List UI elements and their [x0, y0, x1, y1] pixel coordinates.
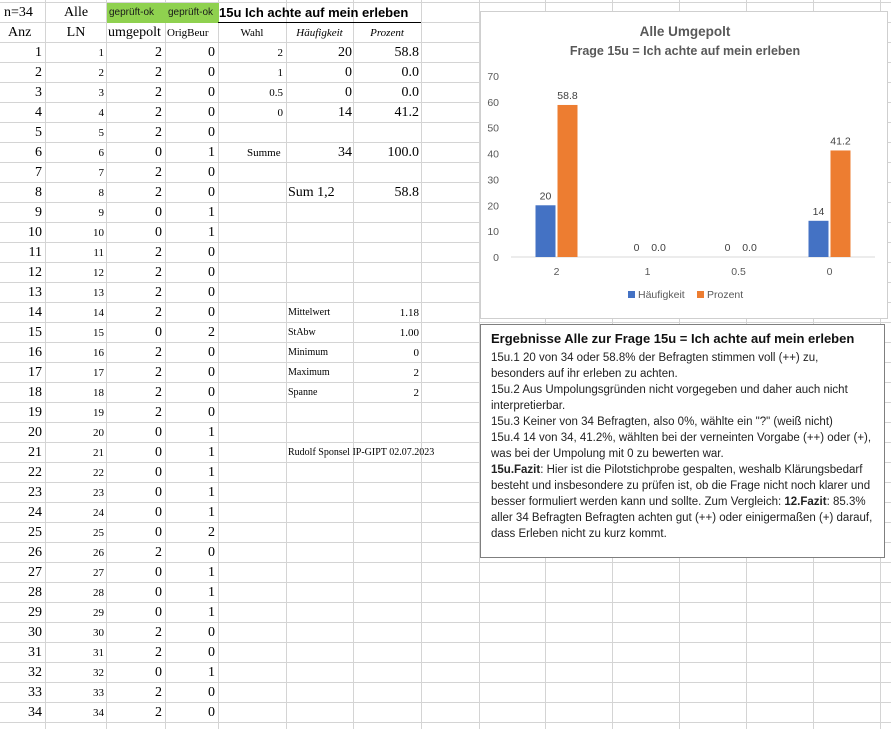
cell-ln[interactable]: 11: [93, 247, 104, 259]
freq-haufigkeit[interactable]: 14: [338, 105, 352, 120]
cell-origbeur[interactable]: 1: [208, 605, 215, 620]
cell-ln[interactable]: 25: [93, 527, 104, 539]
cell-ln[interactable]: 22: [93, 467, 104, 479]
data-label: 20: [539, 190, 552, 203]
cell-ln[interactable]: 19: [93, 407, 104, 419]
cell-umgepolt[interactable]: 2: [155, 185, 162, 200]
cell-umgepolt[interactable]: 2: [155, 265, 162, 280]
cell-umgepolt[interactable]: 0: [155, 585, 162, 600]
legend-label-prozent: Prozent: [707, 289, 744, 301]
cell-ln[interactable]: 8: [98, 187, 104, 199]
cell-ln[interactable]: 14: [93, 307, 104, 319]
cell-anz[interactable]: 20: [28, 425, 42, 440]
cell-umgepolt[interactable]: 2: [155, 345, 162, 360]
cell-anz[interactable]: 23: [28, 485, 42, 500]
summe-prozent[interactable]: 100.0: [387, 145, 419, 160]
cell-umgepolt[interactable]: 0: [155, 525, 162, 540]
cell-umgepolt[interactable]: 2: [155, 165, 162, 180]
cell-umgepolt[interactable]: 0: [155, 145, 162, 160]
freq-haufigkeit[interactable]: 0: [345, 65, 352, 80]
cell-origbeur[interactable]: 0: [208, 345, 215, 360]
cell-umgepolt[interactable]: 2: [155, 685, 162, 700]
results-fazit-label: 15u.Fazit: [491, 464, 541, 476]
cell-ln[interactable]: 7: [98, 167, 104, 179]
col-header-wahl[interactable]: Wahl: [240, 27, 264, 39]
legend-swatch-prozent: [697, 291, 704, 298]
y-tick-label: 0: [493, 252, 499, 264]
cell-umgepolt[interactable]: 2: [155, 285, 162, 300]
results-p3: 15u.3 Keiner von 34 Befragten, also 0%, wählte ein "?" (weiß nicht): [491, 416, 833, 428]
freq-wahl[interactable]: 2: [277, 47, 283, 59]
cell-ln[interactable]: 24: [93, 507, 104, 519]
cell-origbeur[interactable]: 1: [208, 225, 215, 240]
data-label: 0.0: [651, 242, 666, 254]
cell-anz[interactable]: 34: [28, 705, 42, 720]
bar-prozent: [831, 150, 851, 257]
cell-origbeur[interactable]: 0: [208, 245, 215, 260]
y-tick-label: 10: [487, 226, 499, 239]
cell-origbeur[interactable]: 1: [208, 205, 215, 220]
cell-origbeur[interactable]: 2: [208, 525, 215, 540]
cell-origbeur[interactable]: 0: [208, 165, 215, 180]
col-header-umgepolt[interactable]: umgepolt: [108, 25, 161, 40]
cell-origbeur[interactable]: 1: [208, 445, 215, 460]
cell-origbeur[interactable]: 1: [208, 585, 215, 600]
gridline-vertical: [421, 0, 422, 729]
cell-origbeur[interactable]: 1: [208, 505, 215, 520]
cell-ln[interactable]: 31: [93, 647, 104, 659]
cell-origbeur[interactable]: 0: [208, 645, 215, 660]
stat-value[interactable]: 0: [413, 347, 419, 359]
chart-svg: [481, 12, 889, 320]
cell-anz[interactable]: 13: [28, 285, 42, 300]
stat-label[interactable]: Maximum: [288, 367, 330, 378]
cell-ln[interactable]: 5: [98, 127, 104, 139]
freq-haufigkeit[interactable]: 20: [338, 45, 352, 60]
cell-anz[interactable]: 18: [28, 385, 42, 400]
cell-ln[interactable]: 10: [93, 227, 104, 239]
cell-umgepolt[interactable]: 2: [155, 705, 162, 720]
cell-anz[interactable]: 31: [28, 645, 42, 660]
cell-origbeur[interactable]: 1: [208, 665, 215, 680]
results-fazit-end: : 85.3% aller 34 Befragten Befragten achten gut (++) oder einigermaßen (+) darauf, dass Erleben nicht zu kurz kommt.: [491, 496, 873, 540]
freq-wahl[interactable]: 0: [277, 107, 283, 119]
cell-origbeur[interactable]: 0: [208, 685, 215, 700]
cell-origbeur[interactable]: 0: [208, 625, 215, 640]
cell-umgepolt[interactable]: 0: [155, 425, 162, 440]
results-title: Ergebnisse Alle zur Frage 15u = Ich achte auf mein erleben: [491, 331, 855, 346]
stat-label[interactable]: Minimum: [288, 347, 329, 358]
cell-anz[interactable]: 21: [28, 445, 42, 460]
cell-umgepolt[interactable]: 0: [155, 225, 162, 240]
freq-prozent[interactable]: 0.0: [401, 85, 419, 100]
summe-haufigkeit[interactable]: 34: [338, 145, 352, 160]
bar-haufigkeit: [536, 205, 556, 257]
results-p5: [491, 462, 875, 542]
bar-haufigkeit: [809, 221, 829, 257]
cell-ln[interactable]: 32: [93, 667, 104, 679]
cell-ln[interactable]: 15: [93, 327, 104, 339]
cell-ln[interactable]: 3: [98, 87, 104, 99]
cell-anz[interactable]: 25: [28, 525, 42, 540]
bar-chart[interactable]: [480, 11, 888, 319]
freq-wahl[interactable]: 1: [277, 67, 283, 79]
cell-origbeur[interactable]: 0: [208, 285, 215, 300]
cell-ln[interactable]: 18: [93, 387, 104, 399]
cell-ln[interactable]: 23: [93, 487, 104, 499]
results-fazit-text: : Hier ist die Pilotstichprobe gespalten, weshalb Klärungsbedarf besteht und insbesondere zu prüfen ist, ob die Frage nicht noch klarer und besser formuliert werden kann und sollte. Zum Vergleich:: [491, 464, 871, 508]
cell-ln[interactable]: 4: [98, 107, 104, 119]
stat-value[interactable]: 1.18: [399, 307, 419, 319]
cell-alle-label[interactable]: Alle: [63, 5, 89, 20]
cell-umgepolt[interactable]: 2: [155, 385, 162, 400]
cell-anz[interactable]: 5: [35, 125, 42, 140]
cell-origbeur[interactable]: 1: [208, 485, 215, 500]
cell-origbeur[interactable]: 1: [208, 565, 215, 580]
freq-haufigkeit[interactable]: 0: [345, 85, 352, 100]
cell-origbeur[interactable]: 0: [208, 545, 215, 560]
cell-ln[interactable]: 6: [98, 147, 104, 159]
stat-label[interactable]: Spanne: [288, 387, 318, 398]
bar-prozent: [558, 105, 578, 257]
results-textbox[interactable]: [480, 324, 885, 558]
cell-umgepolt[interactable]: 2: [155, 245, 162, 260]
cell-anz[interactable]: 17: [28, 365, 42, 380]
chart-subtitle: Frage 15u = Ich achte auf mein erleben: [569, 44, 801, 58]
question-title[interactable]: 15u Ich achte auf mein erleben: [219, 5, 409, 20]
cell-anz[interactable]: 32: [28, 665, 42, 680]
cell-umgepolt[interactable]: 2: [155, 545, 162, 560]
cell-origbeur[interactable]: 0: [208, 85, 215, 100]
cell-origbeur[interactable]: 2: [208, 325, 215, 340]
results-p2: 15u.2 Aus Umpolungsgründen nicht vorgegeben und daher auch nicht interpretierbar.: [491, 384, 848, 412]
stat-value[interactable]: 2: [413, 387, 419, 399]
cell-origbeur[interactable]: 0: [208, 125, 215, 140]
cell-umgepolt[interactable]: 2: [155, 365, 162, 380]
cell-anz[interactable]: 9: [35, 205, 42, 220]
cell-origbeur[interactable]: 1: [208, 145, 215, 160]
col-header-anz[interactable]: Anz: [8, 25, 32, 40]
cell-anz[interactable]: 3: [35, 85, 42, 100]
y-tick-label: 70: [487, 71, 499, 83]
cell-umgepolt[interactable]: 0: [155, 445, 162, 460]
cell-anz[interactable]: 11: [28, 245, 42, 260]
cell-ln[interactable]: 9: [98, 207, 104, 219]
cell-umgepolt[interactable]: 0: [155, 505, 162, 520]
cell-ln[interactable]: 30: [93, 627, 104, 639]
cell-ln[interactable]: 28: [93, 587, 104, 599]
freq-prozent[interactable]: 0.0: [401, 65, 419, 80]
cell-umgepolt[interactable]: 0: [155, 665, 162, 680]
cell-umgepolt[interactable]: 2: [155, 65, 162, 80]
y-tick-label: 30: [487, 174, 499, 187]
data-label: 0: [724, 242, 731, 254]
y-tick-label: 40: [487, 148, 499, 161]
cell-umgepolt[interactable]: 2: [155, 305, 162, 320]
cell-umgepolt[interactable]: 2: [155, 405, 162, 420]
cell-ln[interactable]: 20: [93, 427, 104, 439]
x-tick-label: 0: [826, 266, 833, 278]
legend-label-haufigkeit: Häufigkeit: [638, 289, 685, 301]
cell-umgepolt[interactable]: 0: [155, 205, 162, 220]
results-p4: 15u.4 14 von 34, 41.2%, wählten bei der verneinten Vorgabe (++) oder (+), was bei der Umpolung mit 0 zu bewerten war.: [491, 432, 872, 460]
cell-anz[interactable]: 15: [28, 325, 42, 340]
cell-anz[interactable]: 16: [28, 345, 42, 360]
cell-ln[interactable]: 27: [93, 567, 104, 579]
cell-anz[interactable]: 19: [28, 405, 42, 420]
cell-anz[interactable]: 12: [28, 265, 42, 280]
col-header-prozent[interactable]: Prozent: [370, 27, 404, 39]
cell-umgepolt[interactable]: 0: [155, 565, 162, 580]
cell-origbeur[interactable]: 0: [208, 105, 215, 120]
summe-label[interactable]: Summe: [247, 147, 281, 159]
cell-umgepolt[interactable]: 2: [155, 105, 162, 120]
cell-origbeur[interactable]: 0: [208, 185, 215, 200]
cell-anz[interactable]: 33: [28, 685, 42, 700]
cell-gepruft-2[interactable]: geprüft-ok: [166, 3, 219, 23]
cell-anz[interactable]: 10: [28, 225, 42, 240]
results-fazit-ref: 12.Fazit: [784, 496, 827, 508]
data-label: 0.0: [742, 242, 757, 254]
cell-ln[interactable]: 34: [93, 707, 104, 719]
cell-umgepolt[interactable]: 0: [155, 605, 162, 620]
cell-ln[interactable]: 26: [93, 547, 104, 559]
cell-umgepolt[interactable]: 0: [155, 465, 162, 480]
data-label: 41.2: [830, 135, 851, 148]
cell-ln[interactable]: 17: [93, 367, 104, 379]
cell-ln[interactable]: 13: [93, 287, 104, 299]
cell-origbeur[interactable]: 1: [208, 465, 215, 480]
cell-n-label[interactable]: n=34: [4, 5, 33, 20]
data-label: 0: [633, 242, 640, 254]
cell-origbeur[interactable]: 0: [208, 705, 215, 720]
y-tick-label: 60: [487, 96, 499, 109]
cell-anz[interactable]: 29: [28, 605, 42, 620]
cell-umgepolt[interactable]: 0: [155, 325, 162, 340]
cell-anz[interactable]: 30: [28, 625, 42, 640]
freq-prozent[interactable]: 41.2: [394, 105, 419, 120]
cell-anz[interactable]: 26: [28, 545, 42, 560]
cell-umgepolt[interactable]: 2: [155, 645, 162, 660]
cell-ln[interactable]: 2: [98, 67, 104, 79]
cell-ln[interactable]: 12: [93, 267, 104, 279]
author-credit[interactable]: Rudolf Sponsel IP-GIPT 02.07.2023: [288, 447, 435, 458]
sum12-prozent[interactable]: 58.8: [394, 185, 419, 200]
cell-anz[interactable]: 28: [28, 585, 42, 600]
freq-prozent[interactable]: 58.8: [394, 45, 419, 60]
stat-label[interactable]: StAbw: [288, 327, 316, 338]
cell-ln[interactable]: 29: [93, 607, 104, 619]
freq-wahl[interactable]: 0.5: [269, 87, 283, 99]
x-tick-label: 2: [553, 266, 560, 278]
cell-anz[interactable]: 6: [35, 145, 42, 160]
y-tick-label: 50: [487, 122, 499, 135]
cell-umgepolt[interactable]: 0: [155, 485, 162, 500]
cell-origbeur[interactable]: 0: [208, 65, 215, 80]
col-header-origbeur[interactable]: OrigBeur: [167, 27, 209, 39]
cell-ln[interactable]: 16: [93, 347, 104, 359]
cell-umgepolt[interactable]: 2: [155, 625, 162, 640]
cell-anz[interactable]: 14: [28, 305, 42, 320]
sum12-label[interactable]: Sum 1,2: [288, 185, 335, 200]
data-label: 58.8: [557, 89, 578, 102]
legend-swatch-haufigkeit: [628, 291, 635, 298]
cell-umgepolt[interactable]: 2: [155, 85, 162, 100]
cell-origbeur[interactable]: 1: [208, 425, 215, 440]
cell-ln[interactable]: 33: [93, 687, 104, 699]
cell-anz[interactable]: 22: [28, 465, 42, 480]
col-header-ln[interactable]: LN: [66, 25, 86, 40]
y-tick-label: 20: [487, 200, 499, 213]
cell-anz[interactable]: 27: [28, 565, 42, 580]
stat-value[interactable]: 1.00: [399, 327, 419, 339]
x-tick-label: 1: [644, 266, 651, 278]
cell-anz[interactable]: 4: [35, 105, 42, 120]
cell-origbeur[interactable]: 0: [208, 45, 215, 60]
cell-origbeur[interactable]: 0: [208, 265, 215, 280]
cell-ln[interactable]: 1: [98, 47, 104, 59]
cell-umgepolt[interactable]: 2: [155, 45, 162, 60]
cell-anz[interactable]: 8: [35, 185, 42, 200]
cell-umgepolt[interactable]: 2: [155, 125, 162, 140]
stat-label[interactable]: Mittelwert: [288, 307, 331, 318]
data-label: 14: [812, 205, 825, 218]
cell-ln[interactable]: 21: [93, 447, 104, 459]
cell-origbeur[interactable]: 0: [208, 385, 215, 400]
cell-origbeur[interactable]: 0: [208, 305, 215, 320]
x-tick-label: 0.5: [731, 266, 746, 278]
cell-anz[interactable]: 24: [28, 505, 42, 520]
cell-anz[interactable]: 7: [35, 165, 42, 180]
cell-gepruft-1[interactable]: geprüft-ok: [107, 3, 167, 23]
cell-origbeur[interactable]: 0: [208, 405, 215, 420]
chart-title: Alle Umgepolt: [639, 24, 731, 39]
cell-anz[interactable]: 1: [35, 45, 42, 60]
col-header-haufigkeit[interactable]: Häufigkeit: [296, 27, 343, 39]
results-p1: 15u.1 20 von 34 oder 58.8% der Befragten stimmen voll (++) zu, besonders auf ihr erleben zu achten.: [491, 352, 819, 380]
cell-anz[interactable]: 2: [35, 65, 42, 80]
cell-origbeur[interactable]: 0: [208, 365, 215, 380]
stat-value[interactable]: 2: [413, 367, 419, 379]
